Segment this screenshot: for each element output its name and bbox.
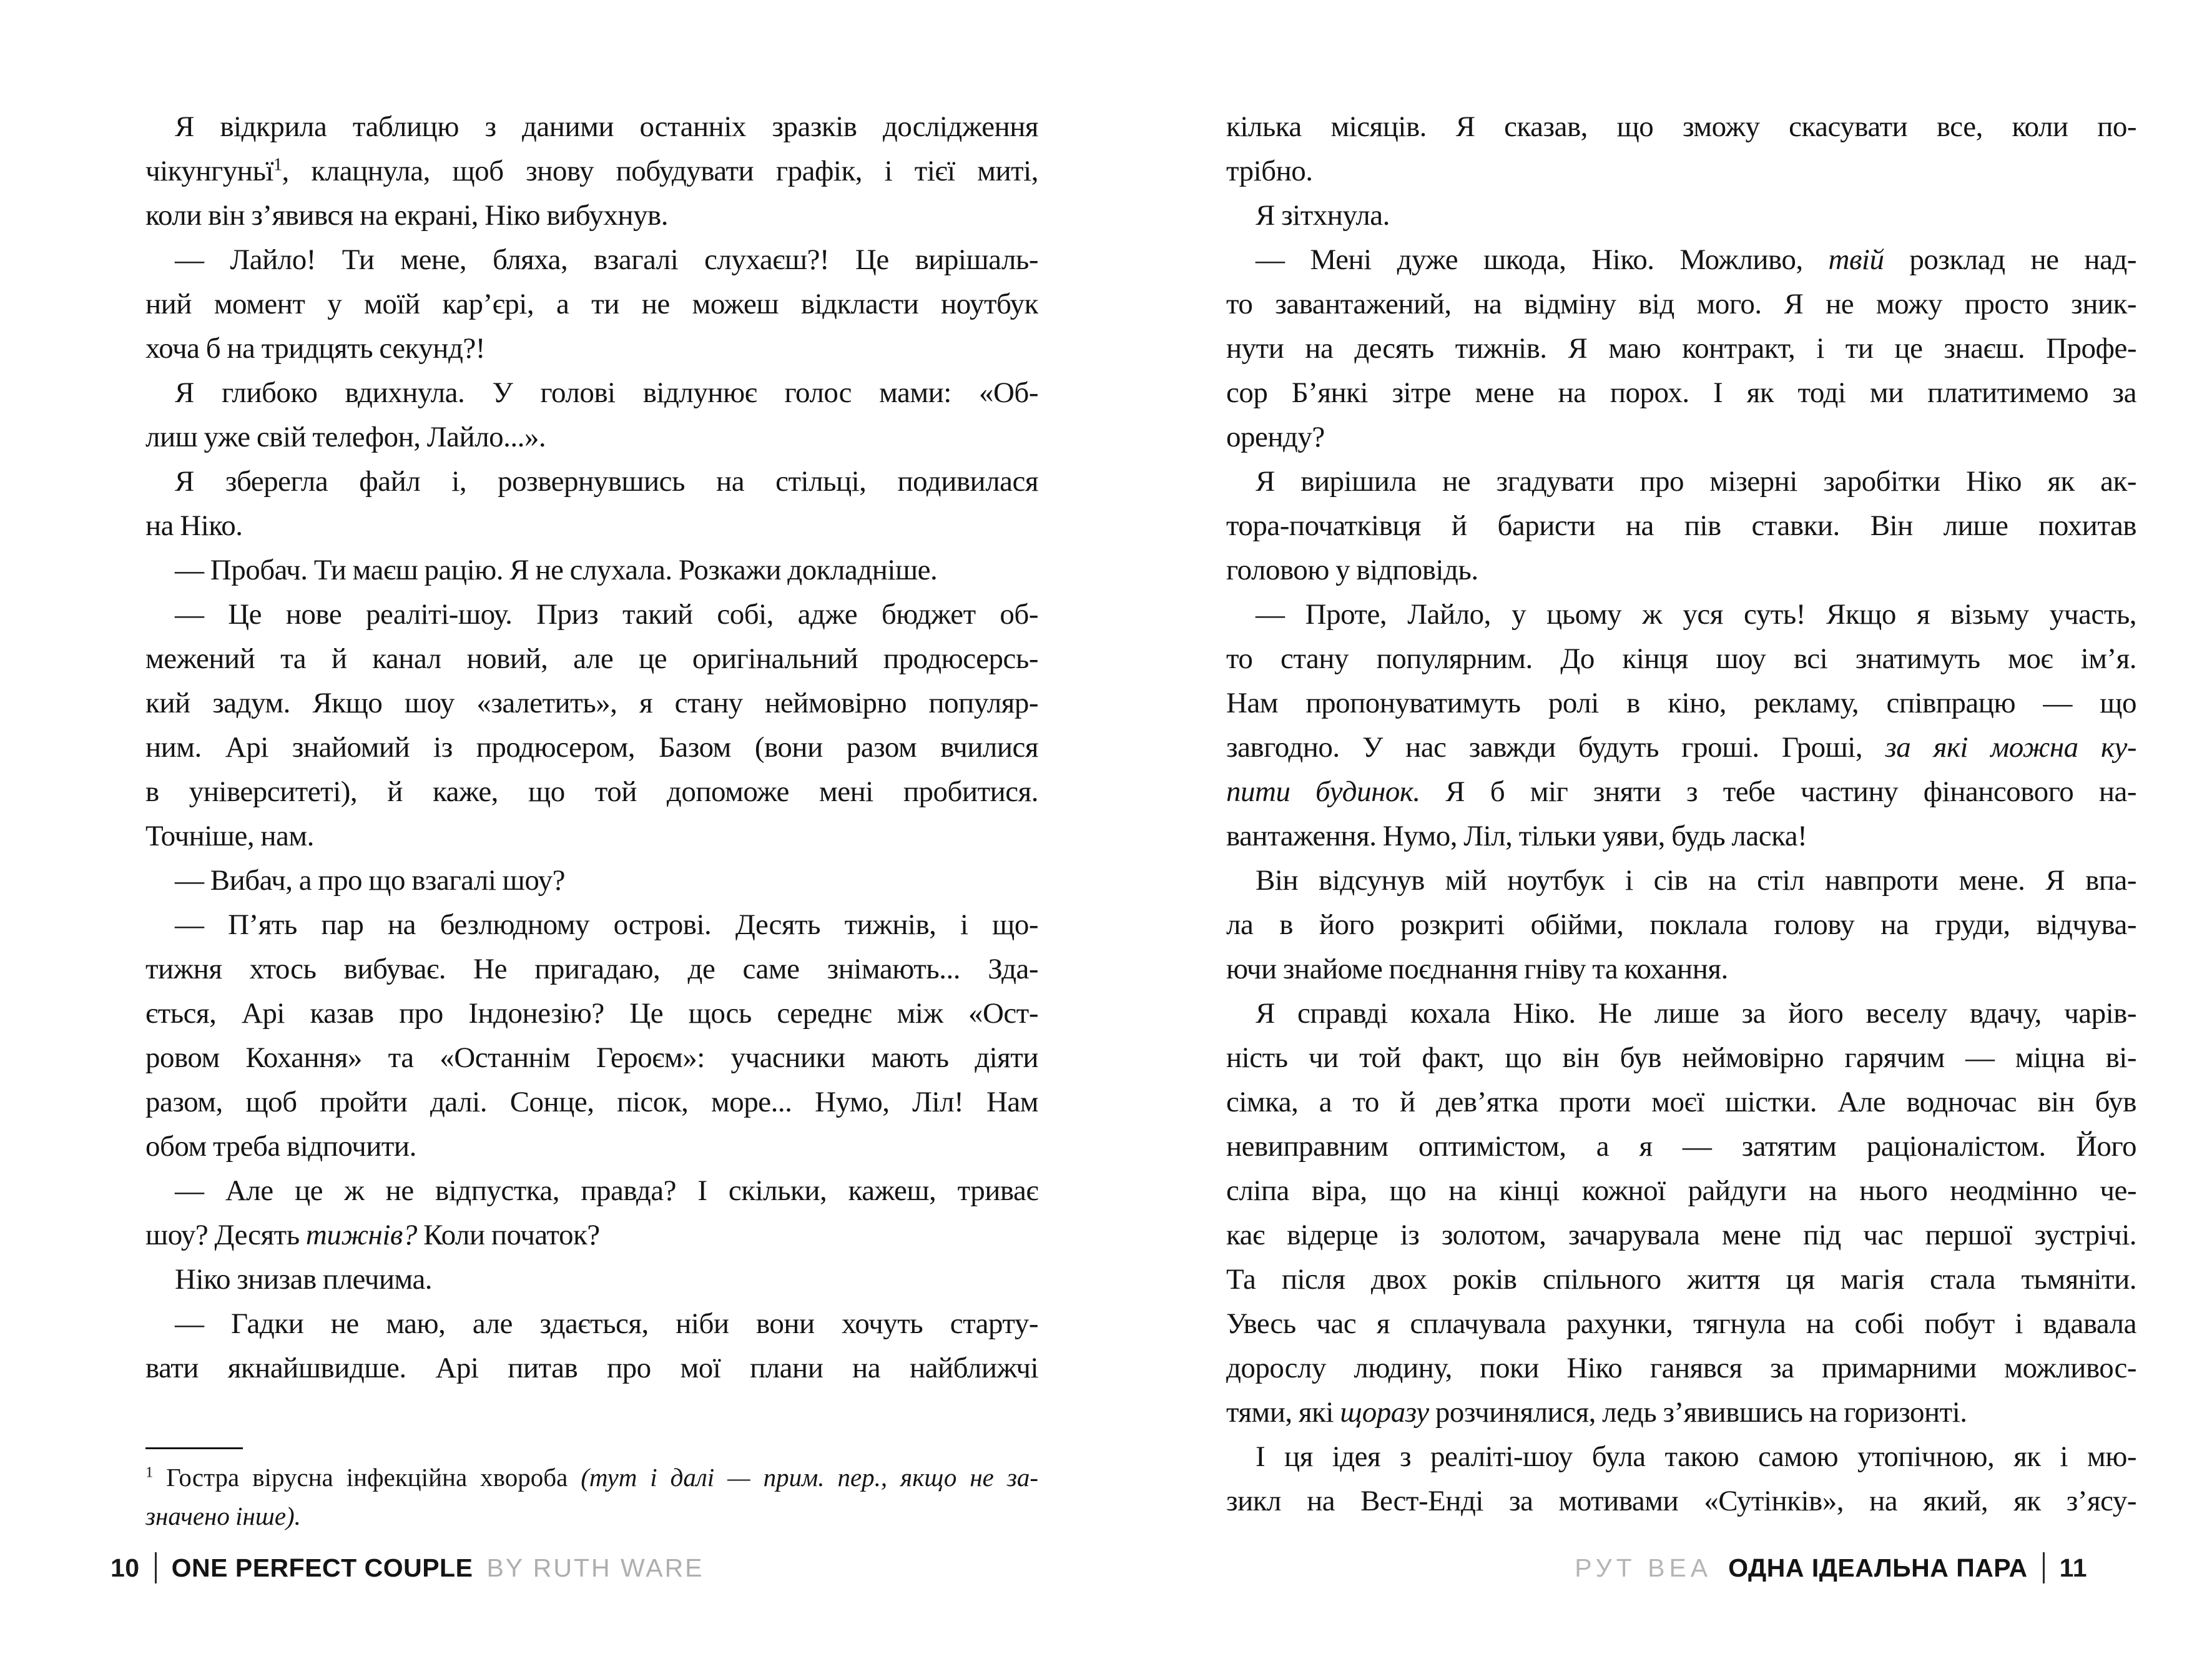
italic-text: пити будинок.	[1226, 775, 1420, 808]
text-line: Він відсунув мій ноутбук і сів на стіл навпроти мене. Я впа-	[1256, 864, 2136, 897]
text-line: головою у відповідь.	[1226, 554, 1478, 586]
text-line	[145, 1497, 1038, 1535]
footnote-marker: 1	[273, 155, 282, 175]
footer-right	[1575, 1550, 2087, 1585]
text-line: кий задум. Якщо шоу «залетить», я стану неймовірно популяр-	[145, 687, 1038, 719]
footer-left	[111, 1550, 704, 1585]
page-number-right: 11	[2059, 1553, 2087, 1582]
text-line: Ніко знизав плечима.	[175, 1263, 433, 1296]
text-line: ним. Арі знайомий із продюсером, Базом (вони разом вчилися	[145, 731, 1038, 764]
text-line: Я відкрила таблицю з даними останніх зразків дослідження	[175, 111, 1038, 143]
text-line: сор Б’янкі зітре мене на порох. І як тоді ми платитимемо за	[1226, 377, 2136, 409]
text-line: ючи знайоме поєднання гніву та кохання.	[1226, 953, 1728, 985]
book-author-ukrainian: РУТ ВЕА	[1575, 1553, 1713, 1582]
footer-divider-bar	[2043, 1552, 2045, 1583]
text-line: завгодно. У нас завжди будуть гроші. Гроші, за які можна ку-	[1226, 731, 2136, 764]
book-title-ukrainian: ОДНА ІДЕАЛЬНА ПАРА	[1728, 1553, 2028, 1582]
paragraph	[145, 903, 1038, 1169]
paragraph	[145, 1258, 1038, 1302]
text-line: — Пробач. Ти маєш рацію. Я не слухала. Розкажи докладніше.	[175, 554, 938, 586]
paragraph	[1226, 1435, 2136, 1524]
text-line: — Це нове реаліті-шоу. Приз такий собі, адже бюджет об-	[175, 598, 1038, 631]
footnote-divider	[145, 1447, 243, 1449]
paragraph	[145, 1169, 1038, 1258]
text-line: чікунгуньї$^1$, клацнула, щоб знову побудувати графік, і тієї миті,	[145, 155, 1038, 187]
text-line: ність чи той факт, що він був неймовірно гарячим — міцна ві-	[1226, 1041, 2136, 1074]
text-line: Я зітхнула.	[1256, 199, 1390, 232]
page-right	[1226, 105, 2136, 1524]
book-author-english: BY RUTH WARE	[486, 1553, 704, 1582]
text-line: обом треба відпочити.	[145, 1130, 416, 1163]
paragraph	[145, 548, 1038, 593]
text-line: — Мені дуже шкода, Ніко. Можливо, твій розклад не над-	[1256, 244, 2136, 276]
text-line: Нам пропонуватимуть ролі в кіно, рекламу, співпрацю — що	[1226, 687, 2136, 719]
text-line: Я глибоко вдихнула. У голові відлунює голос мами: «Об-	[175, 377, 1038, 409]
text-line: хоча б на тридцять секунд?!	[145, 332, 485, 365]
text-line: Та після двох років спільного життя ця магія стала тьмяніти.	[1226, 1263, 2136, 1296]
footnote-marker: 1	[145, 1464, 154, 1481]
text-line: ний момент у моїй кар’єрі, а ти не можеш відкласти ноутбук	[145, 288, 1038, 320]
text-line: Я зберегла файл і, розвернувшись на стільці, подивилася	[175, 465, 1038, 498]
text-line: тями, які щоразу розчинялися, ледь з’явившись на горизонті.	[1226, 1396, 1967, 1429]
footnote	[145, 1447, 1038, 1535]
text-line: невиправним оптимістом, а я — затятим раціоналістом. Його	[1226, 1130, 2136, 1163]
footer-divider-bar	[155, 1552, 157, 1583]
paragraph	[145, 859, 1038, 903]
text-line: в університеті), й каже, що той допоможе мені пробитися.	[145, 775, 1038, 808]
text-line: сліпа віра, що на кінці кожної райдуги на нього неодмінно че-	[1226, 1174, 2136, 1207]
italic-text: щоразу	[1340, 1396, 1429, 1429]
text-line: — Вибач, а про що взагалі шоу?	[175, 864, 565, 897]
text-line: на Ніко.	[145, 510, 243, 542]
text-line: то завантажений, на відміну від мого. Я не можу просто зник-	[1226, 288, 2136, 320]
text-line: ровом Кохання» та «Останнім Героєм»: учасники мають діяти	[145, 1041, 1038, 1074]
text-line: — Гадки не маю, але здається, ніби вони хочуть старту-	[175, 1307, 1038, 1340]
text-line: — П’ять пар на безлюдному острові. Десять тижнів, і що-	[175, 908, 1038, 941]
text-line: то стану популярним. До кінця шоу всі знатимуть моє ім’я.	[1226, 642, 2136, 675]
text-line: тора-початківця й баристи на пів ставки. Він лише похитав	[1226, 510, 2136, 542]
paragraph	[1226, 460, 2136, 593]
text-line: — Але це ж не відпустка, правда? І скільки, кажеш, триває	[175, 1174, 1038, 1207]
text-line: лиш уже свій телефон, Лайло...».	[145, 421, 546, 453]
page-left-text	[145, 105, 1038, 1391]
text-line: дорослу людину, поки Ніко ганявся за примарними можливос-	[1226, 1352, 2136, 1384]
paragraph	[145, 593, 1038, 859]
paragraph	[1226, 194, 2136, 238]
text-line: оренду?	[1226, 421, 1325, 453]
page-number-left: 10	[111, 1553, 140, 1582]
text-line: $^1$ Гостра вірусна інфекційна хвороба (тут і далі — прим. пер., якщо не за-	[145, 1463, 1038, 1492]
paragraph	[145, 1302, 1038, 1391]
text-line: тижня хтось вибуває. Не пригадаю, де саме знімають... Зда-	[145, 953, 1038, 985]
paragraph	[145, 105, 1038, 238]
text-line: вантаження. Нумо, Ліл, тільки уяви, будь ласка!	[1226, 820, 1807, 852]
paragraph	[1226, 593, 2136, 859]
text-line: — Проте, Лайло, у цьому ж уся суть! Якщо я візьму участь,	[1256, 598, 2136, 631]
text-line: разом, щоб пройти далі. Сонце, пісок, море... Нумо, Ліл! Нам	[145, 1086, 1038, 1118]
book-title-english: ONE PERFECT COUPLE	[171, 1553, 473, 1582]
text-line: шоу? Десять тижнів? Коли початок?	[145, 1219, 600, 1251]
text-line: зикл на Вест-Енді за мотивами «Сутінків», на який, як з’ясу-	[1226, 1485, 2136, 1517]
text-line: Увесь час я сплачувала рахунки, тягнула на собі побут і вдавала	[1226, 1307, 2136, 1340]
text-line: межений та й канал новий, але це оригінальний продюсерсь-	[145, 642, 1038, 675]
paragraph	[145, 371, 1038, 460]
page-right-text	[1226, 105, 2136, 1524]
text-line: сімка, а то й дев’ятка проти моєї шістки. Але водночас він був	[1226, 1086, 2136, 1118]
text-line: Я справді кохала Ніко. Не лише за його веселу вдачу, чарів-	[1256, 997, 2136, 1030]
text-line: коли він з’явився на екрані, Ніко вибухнув.	[145, 199, 668, 232]
text-line: Я вирішила не згадувати про мізерні заробітки Ніко як ак-	[1256, 465, 2136, 498]
italic-text: значено інше).	[145, 1502, 301, 1530]
paragraph	[145, 238, 1038, 371]
text-line: трібно.	[1226, 155, 1313, 187]
text-line: ється, Арі казав про Індонезію? Це щось середнє між «Ост-	[145, 997, 1038, 1030]
text-line: кає відерце із золотом, зачарувала мене під час першої зустрічі.	[1226, 1219, 2136, 1251]
page-left	[145, 105, 1038, 1535]
italic-text: (тут і далі — прим. пер., якщо не за-	[581, 1463, 1038, 1492]
paragraph	[1226, 238, 2136, 460]
text-line: пити будинок. Я б міг зняти з тебе частину фінансового на-	[1226, 775, 2136, 808]
paragraph	[1226, 992, 2136, 1435]
text-line: нути на десять тижнів. Я маю контракт, і ти це знаєш. Профе-	[1226, 332, 2136, 365]
italic-text: за які можна ку-	[1885, 731, 2136, 764]
paragraph	[1226, 859, 2136, 992]
text-line: — Лайло! Ти мене, бляха, взагалі слухаєш?! Це вирішаль-	[175, 244, 1038, 276]
text-line: Точніше, нам.	[145, 820, 314, 852]
text-line: І ця ідея з реаліті-шоу була такою самою утопічною, як і мю-	[1256, 1440, 2136, 1473]
footnote-text	[145, 1458, 1038, 1535]
text-line: ла в його розкриті обійми, поклала голову на груди, відчува-	[1226, 908, 2136, 941]
text-line: вати якнайшвидше. Арі питав про мої плани на найближчі	[145, 1352, 1038, 1384]
paragraph	[145, 460, 1038, 548]
italic-text: твій	[1828, 244, 1884, 276]
paragraph	[1226, 105, 2136, 194]
text-line: кілька місяців. Я сказав, що зможу скасувати все, коли по-	[1226, 111, 2136, 143]
italic-text: тижнів?	[305, 1219, 417, 1251]
